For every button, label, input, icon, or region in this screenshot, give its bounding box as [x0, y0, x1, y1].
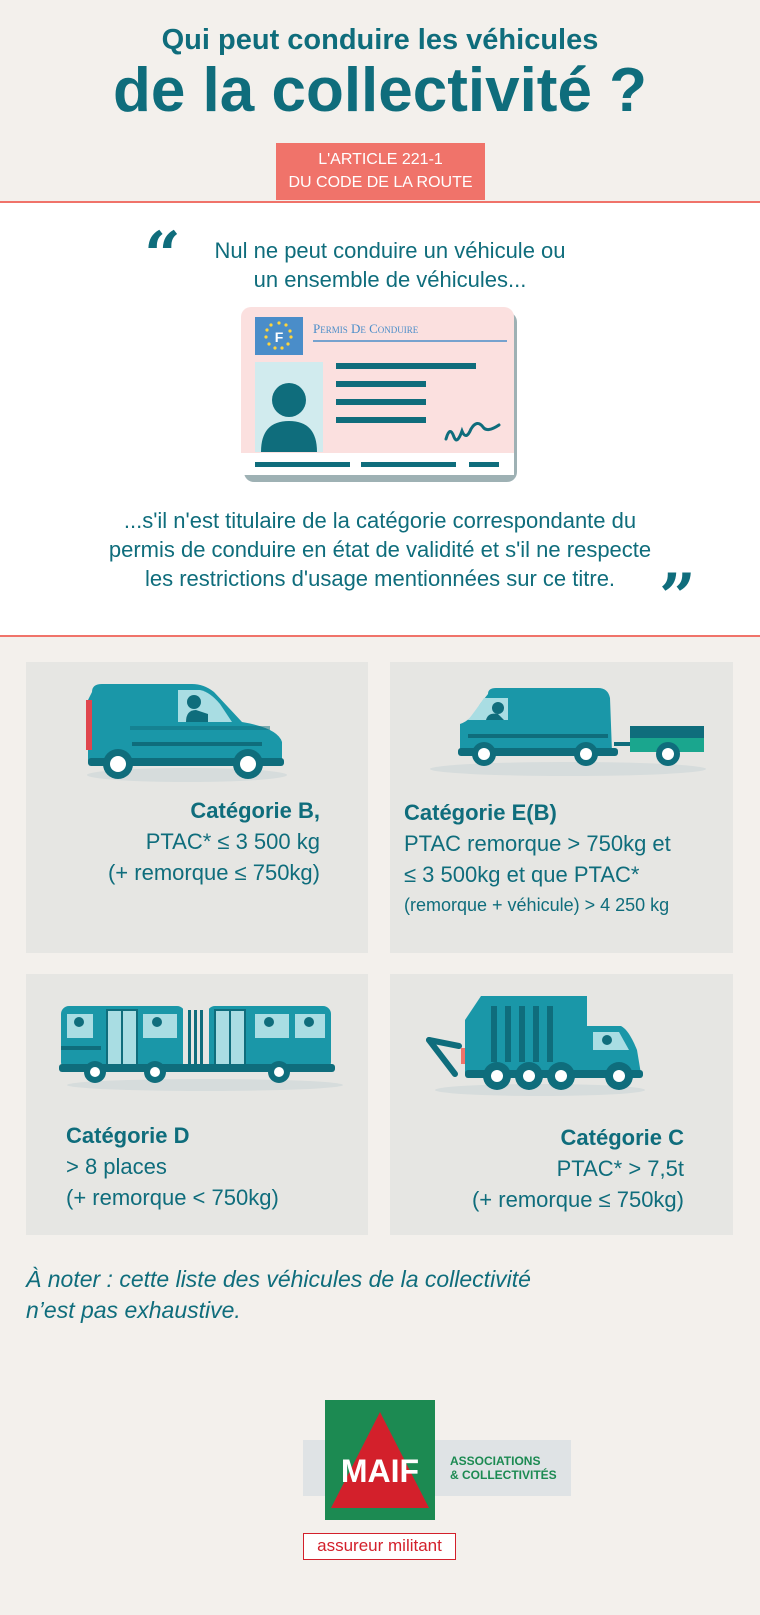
page-title-line1: Qui peut conduire les véhicules — [161, 24, 599, 56]
category-b-line2: (+ remorque ≤ 750kg) — [107, 860, 320, 885]
footnote — [26, 1264, 666, 1326]
associations-line1: ASSOCIATIONS — [450, 1454, 541, 1468]
category-d-line1: > 8 places — [66, 1154, 167, 1179]
quote-intro-line1: Nul ne peut conduire un véhicule ou — [214, 238, 566, 263]
maif-logo — [325, 1400, 435, 1520]
category-c-title: Catégorie C — [560, 1125, 684, 1150]
panel-c-text — [400, 1122, 684, 1215]
footnote-line1: À noter : cette liste des véhicules de la collectivité — [26, 1266, 531, 1292]
tagline-badge: assureur militant — [303, 1533, 456, 1560]
maif-logo-text: MAIF — [340, 1453, 420, 1489]
category-eb-line1: PTAC remorque > 750kg et — [404, 831, 671, 856]
associations-label — [450, 1454, 570, 1482]
article-badge-line1: L'ARTICLE 221-1 — [318, 151, 443, 168]
category-d-line2: (+ remorque < 750kg) — [66, 1185, 279, 1210]
maif-triangle-icon — [325, 1400, 435, 1520]
license-title: Permis De Conduire — [313, 321, 419, 336]
quote-intro — [160, 236, 620, 294]
quote-conclusion-line2: permis de conduire en état de validité et s'il ne respecte — [108, 537, 652, 562]
quote-conclusion — [60, 506, 700, 593]
article-badge — [276, 143, 485, 200]
quote-conclusion-line3: les restrictions d'usage mentionnées sur ce titre. — [144, 566, 616, 591]
avatar-icon — [272, 383, 306, 417]
open-quote-icon: “ — [144, 218, 181, 293]
garbage-truck-icon — [425, 990, 650, 1100]
bus-icon — [55, 1000, 345, 1095]
close-quote-icon: ” — [659, 560, 696, 635]
article-badge-line2: DU CODE DE LA ROUTE — [288, 174, 473, 191]
category-eb-line3: (remorque + véhicule) > 4 250 kg — [404, 895, 670, 915]
van-with-trailer-icon — [428, 684, 713, 779]
category-b-line1: PTAC* ≤ 3 500 kg — [145, 829, 320, 854]
category-eb-title: Catégorie E(B) — [404, 800, 557, 825]
van-icon — [82, 680, 292, 785]
category-c-line2: (+ remorque ≤ 750kg) — [471, 1187, 684, 1212]
panel-b-text — [60, 795, 320, 888]
panel-d-text — [66, 1120, 356, 1213]
category-c-line1: PTAC* > 7,5t — [556, 1156, 684, 1181]
driving-license-illustration — [241, 307, 520, 488]
category-b-title: Catégorie B, — [190, 798, 320, 823]
associations-line2: & COLLECTIVITÉS — [450, 1468, 557, 1482]
panel-eb-text — [404, 797, 729, 921]
footnote-line2: n’est pas exhaustive. — [26, 1297, 241, 1323]
category-d-title: Catégorie D — [66, 1123, 190, 1148]
category-eb-line2: ≤ 3 500kg et que PTAC* — [404, 862, 640, 887]
quote-conclusion-line1: ...s'il n'est titulaire de la catégorie correspondante du — [123, 508, 637, 533]
quote-intro-line2: un ensemble de véhicules... — [253, 267, 527, 292]
license-country-letter: F — [274, 329, 284, 345]
page-title-line2: de la collectivité ? — [112, 56, 648, 125]
